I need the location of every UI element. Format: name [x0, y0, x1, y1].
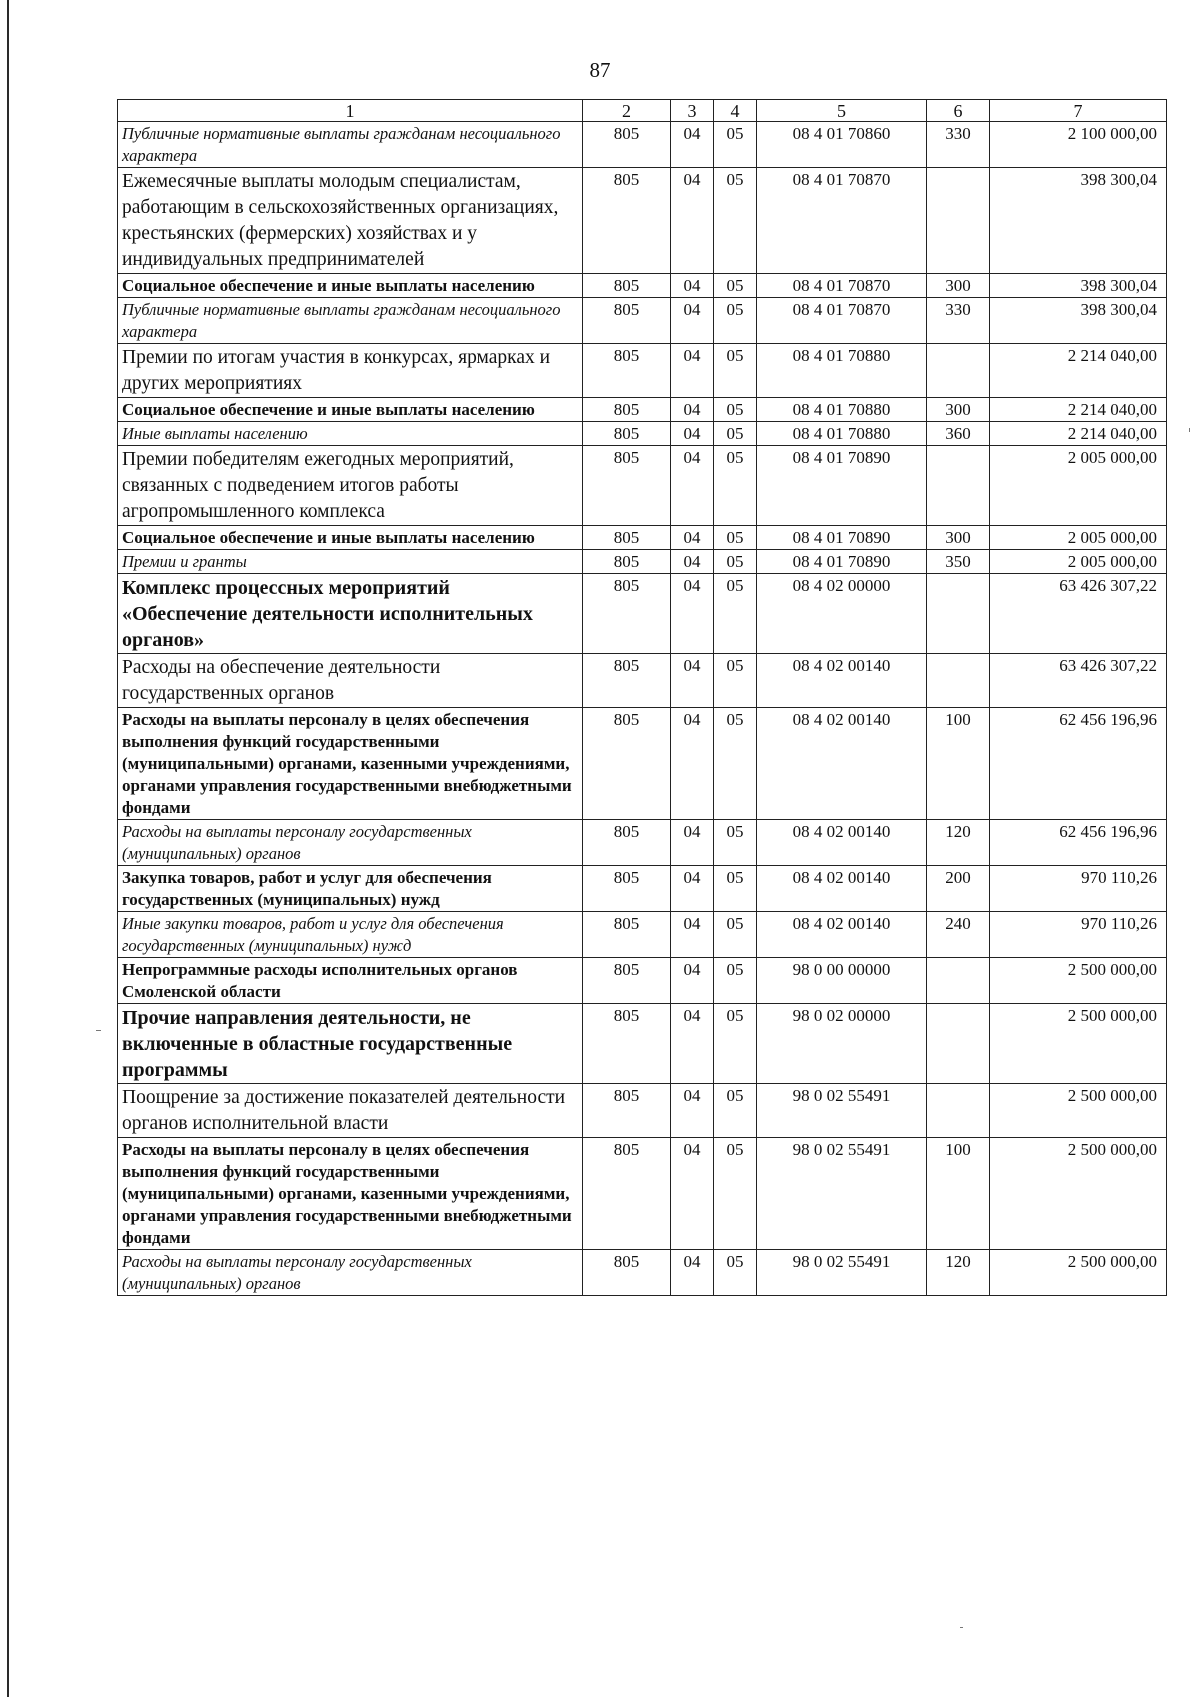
row-code-5-cell: 98 0 02 55491 [757, 1084, 927, 1138]
row-amount-cell: 2 214 040,00 [990, 422, 1167, 446]
row-code-6-cell [927, 1004, 990, 1084]
row-code-2-cell: 805 [583, 298, 671, 344]
row-amount-cell: 2 500 000,00 [990, 1138, 1167, 1250]
row-code-4-cell: 05 [714, 298, 757, 344]
table-header-row [118, 100, 1167, 122]
row-code-5-cell: 98 0 02 55491 [757, 1138, 927, 1250]
row-name-cell: Расходы на обеспечение деятельности государственных органов [118, 654, 583, 708]
table-row [118, 446, 1167, 526]
table-row [118, 820, 1167, 866]
row-code-3-cell: 04 [671, 122, 714, 168]
row-code-5-cell: 08 4 02 00140 [757, 654, 927, 708]
row-amount-cell: 2 214 040,00 [990, 398, 1167, 422]
row-code-5-cell: 08 4 02 00140 [757, 866, 927, 912]
table-row [118, 344, 1167, 398]
row-code-5-cell: 08 4 01 70890 [757, 446, 927, 526]
header-cell: 7 [990, 100, 1167, 122]
row-code-4-cell: 05 [714, 550, 757, 574]
row-amount-cell: 398 300,04 [990, 298, 1167, 344]
row-code-4-cell: 05 [714, 274, 757, 298]
scan-speck [1189, 428, 1190, 432]
row-code-4-cell: 05 [714, 708, 757, 820]
row-name-cell: Ежемесячные выплаты молодым специалистам, работающим в сельскохозяйственных организациях, крестьянских (фермерских) хозяйствах и у индивидуальных предпринимателей [118, 168, 583, 274]
row-code-5-cell: 08 4 02 00140 [757, 820, 927, 866]
row-code-6-cell: 330 [927, 298, 990, 344]
row-name-cell: Публичные нормативные выплаты гражданам несоциального характера [118, 122, 583, 168]
row-code-3-cell: 04 [671, 446, 714, 526]
row-code-4-cell: 05 [714, 958, 757, 1004]
row-code-6-cell: 100 [927, 708, 990, 820]
row-name-cell: Расходы на выплаты персоналу государственных (муниципальных) органов [118, 820, 583, 866]
row-code-2-cell: 805 [583, 958, 671, 1004]
row-code-2-cell: 805 [583, 574, 671, 654]
table-body [118, 122, 1167, 1296]
row-code-5-cell: 08 4 01 70890 [757, 550, 927, 574]
row-name-cell: Расходы на выплаты персоналу государственных (муниципальных) органов [118, 1250, 583, 1296]
row-code-3-cell: 04 [671, 1004, 714, 1084]
row-code-4-cell: 05 [714, 912, 757, 958]
row-code-4-cell: 05 [714, 344, 757, 398]
row-code-4-cell: 05 [714, 574, 757, 654]
row-code-6-cell: 200 [927, 866, 990, 912]
row-code-5-cell: 08 4 01 70880 [757, 422, 927, 446]
row-amount-cell: 398 300,04 [990, 274, 1167, 298]
row-code-4-cell: 05 [714, 446, 757, 526]
row-amount-cell: 970 110,26 [990, 912, 1167, 958]
row-code-5-cell: 98 0 02 00000 [757, 1004, 927, 1084]
table-row [118, 958, 1167, 1004]
header-cell: 3 [671, 100, 714, 122]
row-name-cell: Непрограммные расходы исполнительных органов Смоленской области [118, 958, 583, 1004]
row-code-2-cell: 805 [583, 446, 671, 526]
row-code-5-cell: 08 4 02 00140 [757, 708, 927, 820]
row-code-3-cell: 04 [671, 866, 714, 912]
row-code-6-cell [927, 654, 990, 708]
row-code-2-cell: 805 [583, 422, 671, 446]
row-code-6-cell: 240 [927, 912, 990, 958]
row-code-5-cell: 08 4 02 00140 [757, 912, 927, 958]
table-row [118, 550, 1167, 574]
row-code-6-cell: 120 [927, 1250, 990, 1296]
row-name-cell: Комплекс процессных мероприятий «Обеспечение деятельности исполнительных органов» [118, 574, 583, 654]
row-code-4-cell: 05 [714, 1084, 757, 1138]
table-row [118, 1084, 1167, 1138]
row-amount-cell: 2 500 000,00 [990, 1250, 1167, 1296]
row-code-2-cell: 805 [583, 550, 671, 574]
row-code-3-cell: 04 [671, 574, 714, 654]
row-code-2-cell: 805 [583, 344, 671, 398]
row-amount-cell: 2 100 000,00 [990, 122, 1167, 168]
row-code-6-cell: 350 [927, 550, 990, 574]
row-code-6-cell: 300 [927, 398, 990, 422]
budget-table [117, 99, 1167, 1296]
row-code-4-cell: 05 [714, 422, 757, 446]
row-name-cell: Расходы на выплаты персоналу в целях обеспечения выполнения функций государственными (муниципальными) органами, казенными учреждениями, органами управления государственными внебюджетными фондами [118, 708, 583, 820]
row-name-cell: Прочие направления деятельности, не включенные в областные государственные программы [118, 1004, 583, 1084]
row-name-cell: Премии и гранты [118, 550, 583, 574]
row-code-2-cell: 805 [583, 1250, 671, 1296]
row-code-3-cell: 04 [671, 1250, 714, 1296]
row-name-cell: Социальное обеспечение и иные выплаты населению [118, 398, 583, 422]
row-name-cell: Иные закупки товаров, работ и услуг для обеспечения государственных (муниципальных) нужд [118, 912, 583, 958]
row-code-5-cell: 08 4 01 70880 [757, 344, 927, 398]
table-row [118, 422, 1167, 446]
row-amount-cell: 62 456 196,96 [990, 708, 1167, 820]
row-code-2-cell: 805 [583, 820, 671, 866]
table-row [118, 526, 1167, 550]
row-code-3-cell: 04 [671, 654, 714, 708]
row-code-2-cell: 805 [583, 866, 671, 912]
row-code-3-cell: 04 [671, 344, 714, 398]
row-code-3-cell: 04 [671, 820, 714, 866]
table-row [118, 912, 1167, 958]
row-code-4-cell: 05 [714, 654, 757, 708]
table-row [118, 574, 1167, 654]
row-code-4-cell: 05 [714, 526, 757, 550]
row-name-cell: Расходы на выплаты персоналу в целях обеспечения выполнения функций государственными (муниципальными) органами, казенными учреждениями, органами управления государственными внебюджетными фондами [118, 1138, 583, 1250]
table-row [118, 654, 1167, 708]
row-code-5-cell: 08 4 01 70870 [757, 168, 927, 274]
row-code-6-cell: 300 [927, 526, 990, 550]
row-code-6-cell: 300 [927, 274, 990, 298]
row-amount-cell: 970 110,26 [990, 866, 1167, 912]
row-code-3-cell: 04 [671, 398, 714, 422]
row-name-cell: Публичные нормативные выплаты гражданам несоциального характера [118, 298, 583, 344]
row-amount-cell: 2 214 040,00 [990, 344, 1167, 398]
row-code-3-cell: 04 [671, 298, 714, 344]
row-code-3-cell: 04 [671, 168, 714, 274]
table-row [118, 1250, 1167, 1296]
row-code-2-cell: 805 [583, 1084, 671, 1138]
row-code-3-cell: 04 [671, 550, 714, 574]
table-row [118, 122, 1167, 168]
row-code-6-cell [927, 168, 990, 274]
row-amount-cell: 2 005 000,00 [990, 526, 1167, 550]
table-row [118, 1138, 1167, 1250]
row-code-3-cell: 04 [671, 958, 714, 1004]
scan-speck [960, 1627, 963, 1628]
row-code-2-cell: 805 [583, 708, 671, 820]
row-code-3-cell: 04 [671, 1084, 714, 1138]
row-code-6-cell [927, 446, 990, 526]
row-code-4-cell: 05 [714, 866, 757, 912]
row-code-5-cell: 08 4 01 70860 [757, 122, 927, 168]
row-code-2-cell: 805 [583, 1138, 671, 1250]
row-code-5-cell: 08 4 01 70870 [757, 274, 927, 298]
row-amount-cell: 62 456 196,96 [990, 820, 1167, 866]
row-code-4-cell: 05 [714, 168, 757, 274]
row-amount-cell: 2 500 000,00 [990, 1084, 1167, 1138]
row-name-cell: Социальное обеспечение и иные выплаты населению [118, 274, 583, 298]
row-amount-cell: 2 005 000,00 [990, 550, 1167, 574]
header-cell: 5 [757, 100, 927, 122]
header-cell: 4 [714, 100, 757, 122]
table-row [118, 708, 1167, 820]
row-amount-cell: 2 005 000,00 [990, 446, 1167, 526]
row-code-5-cell: 98 0 00 00000 [757, 958, 927, 1004]
table-row [118, 1004, 1167, 1084]
row-code-5-cell: 08 4 01 70870 [757, 298, 927, 344]
row-code-3-cell: 04 [671, 708, 714, 820]
row-code-2-cell: 805 [583, 398, 671, 422]
row-code-6-cell: 330 [927, 122, 990, 168]
row-name-cell: Закупка товаров, работ и услуг для обеспечения государственных (муниципальных) нужд [118, 866, 583, 912]
row-code-5-cell: 08 4 01 70880 [757, 398, 927, 422]
row-code-2-cell: 805 [583, 654, 671, 708]
row-code-4-cell: 05 [714, 1004, 757, 1084]
row-code-6-cell [927, 344, 990, 398]
row-code-2-cell: 805 [583, 912, 671, 958]
row-code-6-cell: 100 [927, 1138, 990, 1250]
row-code-5-cell: 98 0 02 55491 [757, 1250, 927, 1296]
row-code-4-cell: 05 [714, 1250, 757, 1296]
row-code-2-cell: 805 [583, 526, 671, 550]
table-row [118, 398, 1167, 422]
table-row [118, 168, 1167, 274]
row-code-6-cell: 120 [927, 820, 990, 866]
row-code-3-cell: 04 [671, 912, 714, 958]
row-name-cell: Поощрение за достижение показателей деятельности органов исполнительной власти [118, 1084, 583, 1138]
row-code-5-cell: 08 4 02 00000 [757, 574, 927, 654]
row-code-6-cell [927, 574, 990, 654]
row-name-cell: Иные выплаты населению [118, 422, 583, 446]
row-code-6-cell [927, 1084, 990, 1138]
row-amount-cell: 63 426 307,22 [990, 654, 1167, 708]
row-code-4-cell: 05 [714, 398, 757, 422]
row-code-3-cell: 04 [671, 526, 714, 550]
row-code-3-cell: 04 [671, 1138, 714, 1250]
row-code-2-cell: 805 [583, 168, 671, 274]
row-amount-cell: 398 300,04 [990, 168, 1167, 274]
row-code-6-cell [927, 958, 990, 1004]
row-code-2-cell: 805 [583, 1004, 671, 1084]
row-code-2-cell: 805 [583, 274, 671, 298]
row-amount-cell: 2 500 000,00 [990, 958, 1167, 1004]
header-cell: 1 [118, 100, 583, 122]
row-amount-cell: 2 500 000,00 [990, 1004, 1167, 1084]
row-code-2-cell: 805 [583, 122, 671, 168]
table-row [118, 298, 1167, 344]
row-code-5-cell: 08 4 01 70890 [757, 526, 927, 550]
scan-speck [96, 1030, 101, 1031]
table-row [118, 866, 1167, 912]
row-name-cell: Премии по итогам участия в конкурсах, ярмарках и других мероприятиях [118, 344, 583, 398]
row-code-3-cell: 04 [671, 422, 714, 446]
scan-left-edge [7, 0, 9, 1697]
table-row [118, 274, 1167, 298]
header-cell: 2 [583, 100, 671, 122]
row-code-4-cell: 05 [714, 122, 757, 168]
row-name-cell: Социальное обеспечение и иные выплаты населению [118, 526, 583, 550]
page-number: 87 [589, 58, 611, 82]
row-code-3-cell: 04 [671, 274, 714, 298]
row-code-6-cell: 360 [927, 422, 990, 446]
row-code-4-cell: 05 [714, 1138, 757, 1250]
row-code-4-cell: 05 [714, 820, 757, 866]
row-name-cell: Премии победителям ежегодных мероприятий, связанных с подведением итогов работы агропромышленного комплекса [118, 446, 583, 526]
row-amount-cell: 63 426 307,22 [990, 574, 1167, 654]
header-cell: 6 [927, 100, 990, 122]
